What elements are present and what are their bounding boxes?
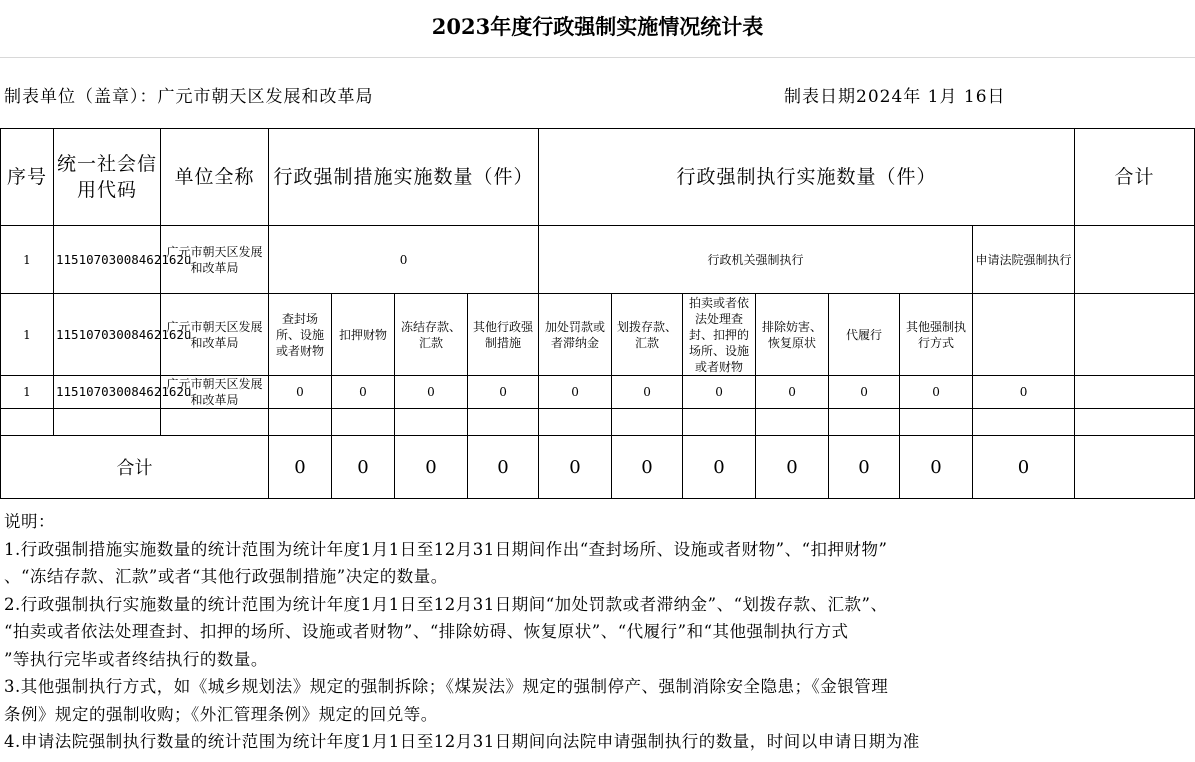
- cell-auction-property: 拍卖或者依法处理查封、扣押的场所、设施或者财物: [683, 294, 756, 376]
- cell-remove-obstruction: 排除妨害、恢复原状: [756, 294, 829, 376]
- page-title: 2023年度行政强制实施情况统计表: [431, 14, 764, 39]
- total-value: 0: [395, 436, 468, 499]
- notes-section: [4, 508, 1192, 756]
- cell-value: 0: [756, 376, 829, 409]
- table-row: [1, 226, 1195, 294]
- table-header-row: [1, 129, 1195, 226]
- total-value: 0: [539, 436, 612, 499]
- cell-value: 0: [468, 376, 539, 409]
- note-line: 条例》规定的强制收购；《外汇管理条例》规定的回兑等。: [4, 704, 438, 724]
- cell-credit-code: 11510703008462162u: [54, 294, 161, 376]
- cell-measures-value: 0: [269, 226, 539, 294]
- cell-value: 0: [973, 376, 1075, 409]
- cell-substitute-performance: 代履行: [829, 294, 900, 376]
- cell-value: 0: [612, 376, 683, 409]
- cell-other-measures: 其他行政强制措施: [468, 294, 539, 376]
- header-enforcement-count: 行政强制执行实施数量（件）: [539, 129, 1075, 226]
- cell-total: [1075, 436, 1195, 499]
- note-line: “拍卖或者依法处理查封、扣押的场所、设施或者财物”、“排除妨碍、恢复原状”、“代履行”和“其他强制执行方式: [4, 622, 849, 641]
- note-line: 、“冻结存款、汇款”或者“其他行政强制措施”决定的数量。: [4, 567, 448, 586]
- cell-seq: 1: [1, 294, 54, 376]
- note-line: ”等执行完毕或者终结执行的数量。: [4, 649, 268, 669]
- table-row-empty: [1, 409, 1195, 436]
- cell-value: 0: [683, 376, 756, 409]
- cell-total: [1075, 376, 1195, 409]
- cell-fines-surcharge: 加处罚款或者滞纳金: [539, 294, 612, 376]
- cell-value: 0: [900, 376, 973, 409]
- total-value: 0: [612, 436, 683, 499]
- cell-value: 0: [539, 376, 612, 409]
- statistics-table: [0, 128, 1195, 499]
- cell-court-enforcement: [973, 294, 1075, 376]
- note-line: 1.行政强制措施实施数量的统计范围为统计年度1月1日至12月31日期间作出“查封场所、设施或者财物”、“扣押财物”: [4, 539, 888, 559]
- cell-total: [1075, 226, 1195, 294]
- cell-transfer-deposits: 划拨存款、汇款: [612, 294, 683, 376]
- cell-credit-code: 11510703008462162u: [54, 376, 161, 409]
- cell-value: 0: [269, 376, 332, 409]
- total-value: 0: [900, 436, 973, 499]
- totals-row: [1, 436, 1195, 499]
- notes-heading: 说明：: [4, 512, 55, 531]
- header-seq: 序号: [1, 129, 54, 226]
- cell-total: [1075, 294, 1195, 376]
- cell-unit-name: 广元市朝天区发展和改革局: [161, 226, 269, 294]
- total-value: 0: [683, 436, 756, 499]
- note-line: 3.其他强制执行方式，如《城乡规划法》规定的强制拆除；《煤炭法》规定的强制停产、强制消除安全隐患；《金银管理: [4, 677, 889, 696]
- reporting-unit: 制表单位（盖章）：广元市朝天区发展和改革局: [4, 87, 374, 107]
- cell-value: 0: [395, 376, 468, 409]
- total-value: 0: [332, 436, 395, 499]
- note-line: 4.申请法院强制执行数量的统计范围为统计年度1月1日至12月31日期间向法院申请强制执行的数量，时间以申请日期为准: [4, 732, 920, 751]
- cell-unit-name: 广元市朝天区发展和改革局: [161, 294, 269, 376]
- cell-seq: 1: [1, 226, 54, 294]
- header-measures-count: 行政强制措施实施数量（件）: [269, 129, 539, 226]
- cell-seq: 1: [1, 376, 54, 409]
- cell-admin-enforcement: 行政机关强制执行: [539, 226, 973, 294]
- total-value: 0: [756, 436, 829, 499]
- note-line: 2.行政强制执行实施数量的统计范围为统计年度1月1日至12月31日期间“加处罚款或者滞纳金”、“划拨存款、汇款”、: [4, 594, 888, 614]
- report-date: 制表日期2024年 1月 16日: [784, 87, 1006, 107]
- cell-value: 0: [332, 376, 395, 409]
- divider: [0, 57, 1195, 58]
- cell-other-enforcement: 其他强制执行方式: [900, 294, 973, 376]
- total-value: 0: [468, 436, 539, 499]
- totals-label: 合计: [1, 436, 269, 499]
- header-credit-code: 统一社会信用代码: [54, 129, 161, 226]
- cell-unit-name: 广元市朝天区发展和改革局: [161, 376, 269, 409]
- total-value: 0: [269, 436, 332, 499]
- total-value: 0: [973, 436, 1075, 499]
- cell-freeze-deposits: 冻结存款、汇款: [395, 294, 468, 376]
- cell-seal-property: 查封场所、设施或者财物: [269, 294, 332, 376]
- table-row: [1, 376, 1195, 409]
- header-total: 合计: [1075, 129, 1195, 226]
- cell-seize-property: 扣押财物: [332, 294, 395, 376]
- cell-value: 0: [829, 376, 900, 409]
- cell-credit-code: 11510703008462162u: [54, 226, 161, 294]
- table-row: [1, 294, 1195, 376]
- header-unit-name: 单位全称: [161, 129, 269, 226]
- total-value: 0: [829, 436, 900, 499]
- cell-court-enforcement: 申请法院强制执行: [973, 226, 1075, 294]
